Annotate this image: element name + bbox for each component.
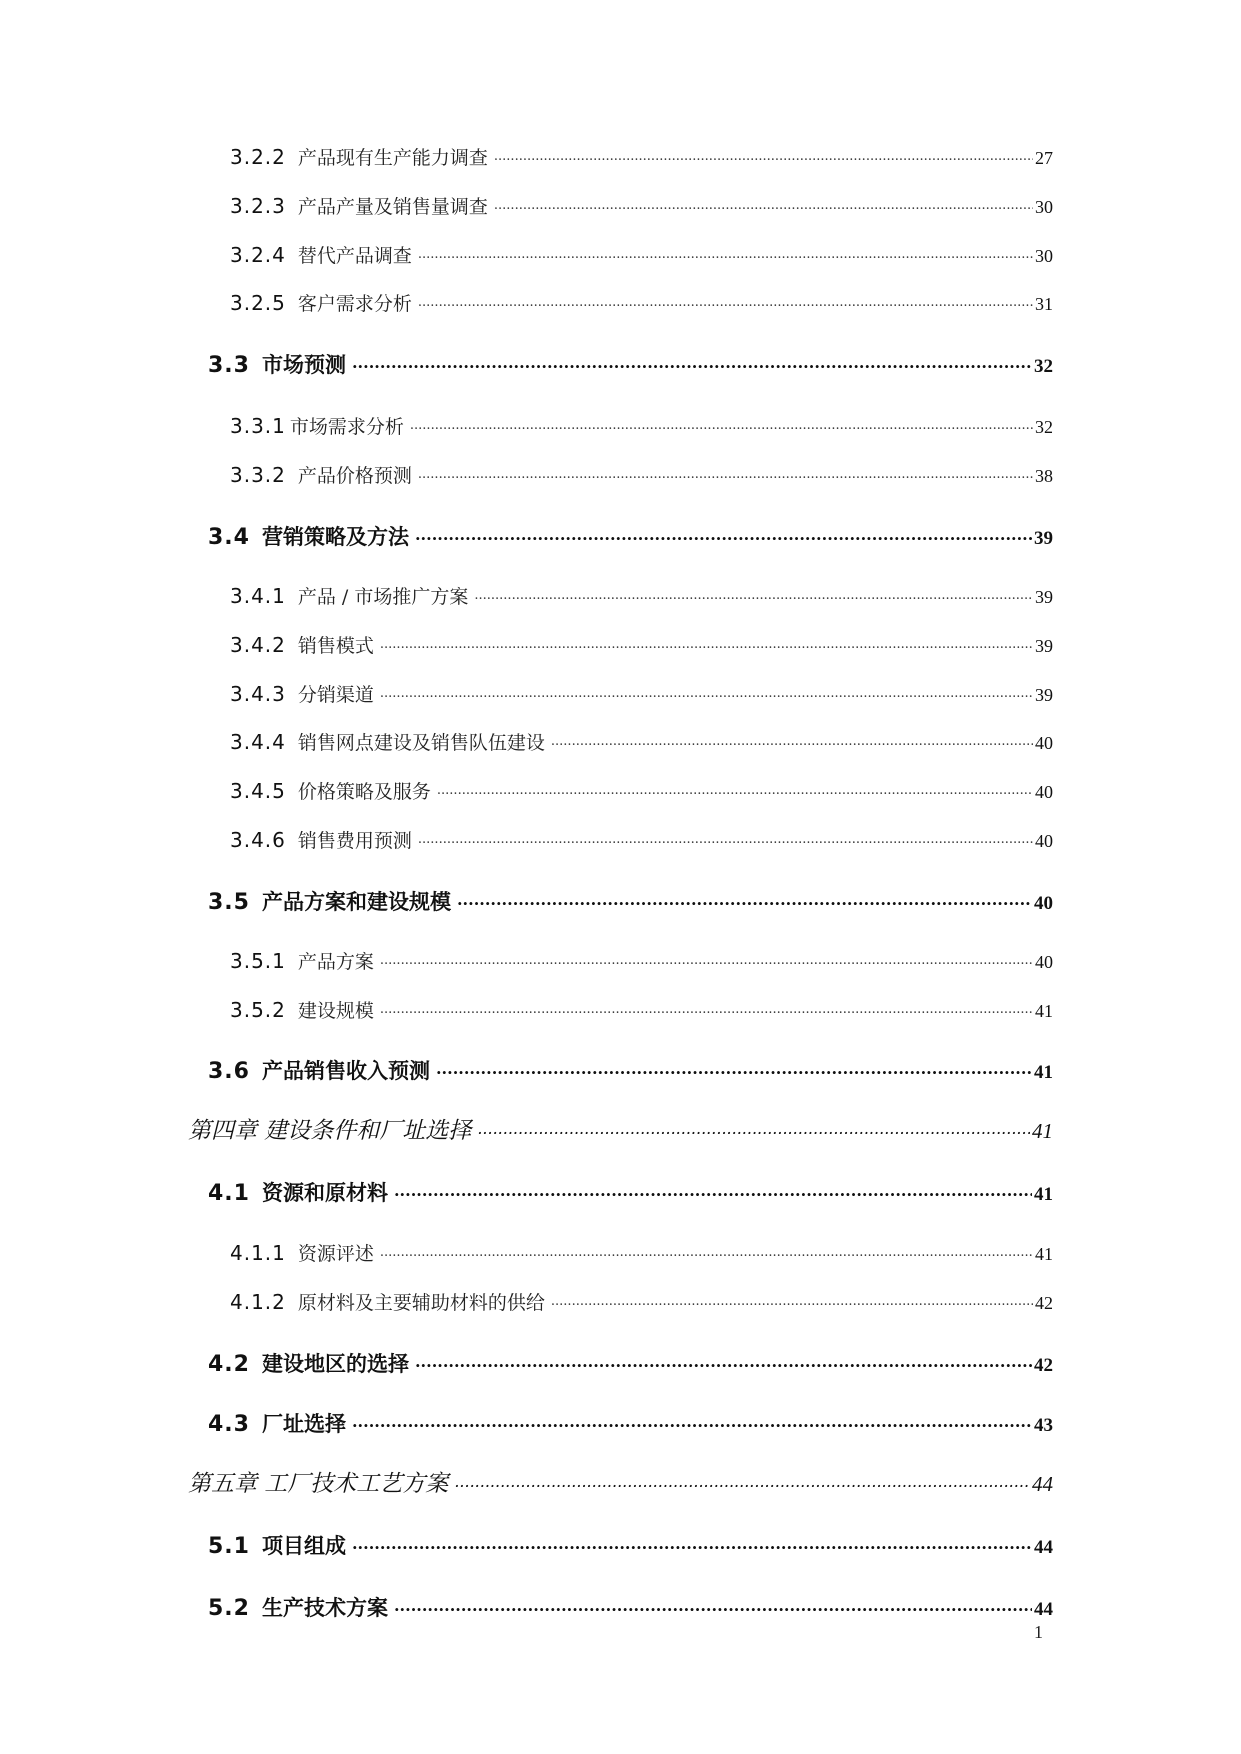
toc-title: 替代产品调查 [297,245,412,267]
toc-page: 39 [1035,587,1053,607]
toc-title: 建设地区的选择 [261,1351,409,1376]
toc-title: 第五章 工厂技术工艺方案 [188,1471,449,1497]
toc-entry-3-4-6[interactable] [230,826,1053,853]
toc-number: 4.3 [208,1412,250,1437]
toc-number: 3.2.3 [230,194,286,218]
toc-number: 3.4.3 [230,682,286,706]
toc-number: 3.5.2 [230,998,286,1022]
dot-leader [410,414,1033,433]
toc-title: 产品方案和建设规模 [261,889,451,914]
toc-number: 3.5.1 [230,949,286,973]
toc-page: 43 [1034,1415,1053,1436]
dot-leader [418,828,1033,847]
dot-leader [352,1410,1032,1431]
toc-page: 41 [1032,1119,1053,1143]
dot-leader [477,1115,1030,1138]
toc-title: 产品产量及销售量调查 [297,196,488,218]
toc-number: 5.1 [208,1534,250,1559]
toc-page: 41 [1035,1244,1053,1264]
dot-leader [380,949,1033,968]
toc-entry-3-3-1[interactable] [230,412,1053,439]
toc-page: 42 [1035,1293,1053,1313]
toc-number: 3.4.4 [230,730,286,754]
toc-title: 产品现有生产能力调查 [297,147,488,169]
dot-leader [380,682,1033,701]
toc-page: 32 [1035,417,1053,437]
dot-leader [418,243,1033,262]
toc-number: 3.2.5 [230,291,286,315]
toc-page: 30 [1035,197,1053,217]
toc-page: 32 [1034,356,1053,377]
dot-leader [380,633,1033,652]
dot-leader [437,779,1033,798]
toc-number: 3.3 [208,353,250,378]
toc-number: 3.4 [208,525,250,550]
toc-entry-3-5[interactable] [208,886,1053,916]
toc-number: 4.1 [208,1181,250,1206]
toc-title: 销售费用预测 [297,830,412,852]
toc-title: 产品方案 [297,951,374,973]
toc-number: 4.2 [208,1352,250,1377]
toc-number: 3.4.5 [230,779,286,803]
dot-leader [415,1350,1032,1371]
toc-page: 40 [1035,831,1053,851]
toc-number: 3.5 [208,890,250,915]
toc-entry-4-1-1[interactable] [230,1239,1053,1266]
toc-number: 3.4.6 [230,828,286,852]
dot-leader [551,730,1033,749]
toc-title: 原材料及主要辅助材料的供给 [297,1292,545,1314]
toc-entry-3-5-2[interactable] [230,996,1053,1023]
toc-chapter-4[interactable] [188,1112,1053,1145]
toc-page: 41 [1034,1062,1053,1083]
toc-entry-3-4[interactable] [208,521,1053,551]
toc-entry-3-4-3[interactable] [230,680,1053,707]
toc-number: 3.4.1 [230,584,286,608]
toc-entry-3-5-1[interactable] [230,947,1053,974]
toc-number: 4.1.2 [230,1290,286,1314]
toc-number: 3.3.2 [230,463,286,487]
toc-title: 资源和原材料 [261,1180,388,1205]
toc-title: 销售模式 [297,635,374,657]
toc-page: 38 [1035,466,1053,486]
toc-entry-4-1-2[interactable] [230,1288,1053,1315]
toc-entry-3-2-5[interactable] [230,289,1053,316]
toc-entry-3-4-1[interactable] [230,582,1053,609]
toc-entry-3-2-3[interactable] [230,192,1053,219]
dot-leader [418,291,1033,310]
toc-entry-3-3[interactable] [208,349,1053,379]
dot-leader [415,523,1032,544]
dot-leader [394,1179,1032,1200]
toc-title: 产品价格预测 [297,465,412,487]
toc-entry-4-2[interactable] [208,1348,1053,1378]
toc-page: 40 [1035,733,1053,753]
dot-leader [474,584,1033,603]
toc-page: 30 [1035,246,1053,266]
toc-page: 41 [1034,1184,1053,1205]
dot-leader [380,998,1033,1017]
toc-title: 生产技术方案 [261,1595,388,1620]
toc-chapter-5[interactable] [188,1465,1053,1498]
toc-title: 资源评述 [297,1243,374,1265]
toc-number: 3.2.2 [230,145,286,169]
toc-number: 3.2.4 [230,243,286,267]
toc-page: 44 [1034,1599,1053,1620]
toc-title: 市场预测 [261,352,346,377]
dot-leader [551,1290,1033,1309]
toc-title: 价格策略及服务 [297,781,431,803]
dot-leader [436,1057,1032,1078]
toc-entry-3-3-2[interactable] [230,461,1053,488]
toc-title: 产品 / 市场推广方案 [297,586,469,608]
toc-entry-3-2-4[interactable] [230,241,1053,268]
toc-title: 营销策略及方法 [261,524,409,549]
toc-page: 42 [1034,1355,1053,1376]
toc-entry-3-4-5[interactable] [230,777,1053,804]
toc-entry-4-3[interactable] [208,1408,1053,1438]
dot-leader [454,1468,1030,1491]
toc-entry-3-2-2[interactable] [230,143,1053,170]
toc-page: 44 [1032,1472,1053,1496]
toc-entry-5-2[interactable] [208,1592,1053,1622]
toc-title: 第四章 建设条件和厂址选择 [188,1118,472,1144]
toc-page: 40 [1035,782,1053,802]
toc-page: 39 [1035,636,1053,656]
toc-page: 27 [1035,148,1053,168]
toc-page: 41 [1035,1001,1053,1021]
toc-title: 客户需求分析 [297,293,412,315]
toc-number: 3.3.1 [230,414,286,438]
toc-number: 3.6 [208,1059,250,1084]
dot-leader [380,1241,1033,1260]
toc-title: 销售网点建设及销售队伍建设 [297,732,545,754]
toc-page: 40 [1034,893,1053,914]
toc-entry-3-6[interactable] [208,1055,1053,1085]
dot-leader [457,888,1032,909]
toc-title: 分销渠道 [297,684,374,706]
toc-page: 44 [1034,1537,1053,1558]
toc-title: 厂址选择 [261,1411,346,1436]
toc-page: 40 [1035,952,1053,972]
dot-leader [352,1532,1032,1553]
dot-leader [494,145,1033,164]
toc-title: 市场需求分析 [289,416,404,438]
toc-page: 39 [1034,528,1053,549]
toc-page: 39 [1035,685,1053,705]
toc-title: 建设规模 [297,1000,374,1022]
page-number: 1 [1034,1622,1043,1642]
toc-entry-4-1[interactable] [208,1177,1053,1207]
dot-leader [418,463,1033,482]
toc-title: 项目组成 [261,1533,346,1558]
dot-leader [352,351,1032,372]
dot-leader [494,194,1033,213]
toc-number: 4.1.1 [230,1241,286,1265]
toc-entry-5-1[interactable] [208,1530,1053,1560]
toc-page: 31 [1035,294,1053,314]
toc-number: 3.4.2 [230,633,286,657]
toc-title: 产品销售收入预测 [261,1058,430,1083]
toc-entry-3-4-4[interactable] [230,728,1053,755]
toc-entry-3-4-2[interactable] [230,631,1053,658]
dot-leader [394,1594,1032,1615]
toc-number: 5.2 [208,1596,250,1621]
